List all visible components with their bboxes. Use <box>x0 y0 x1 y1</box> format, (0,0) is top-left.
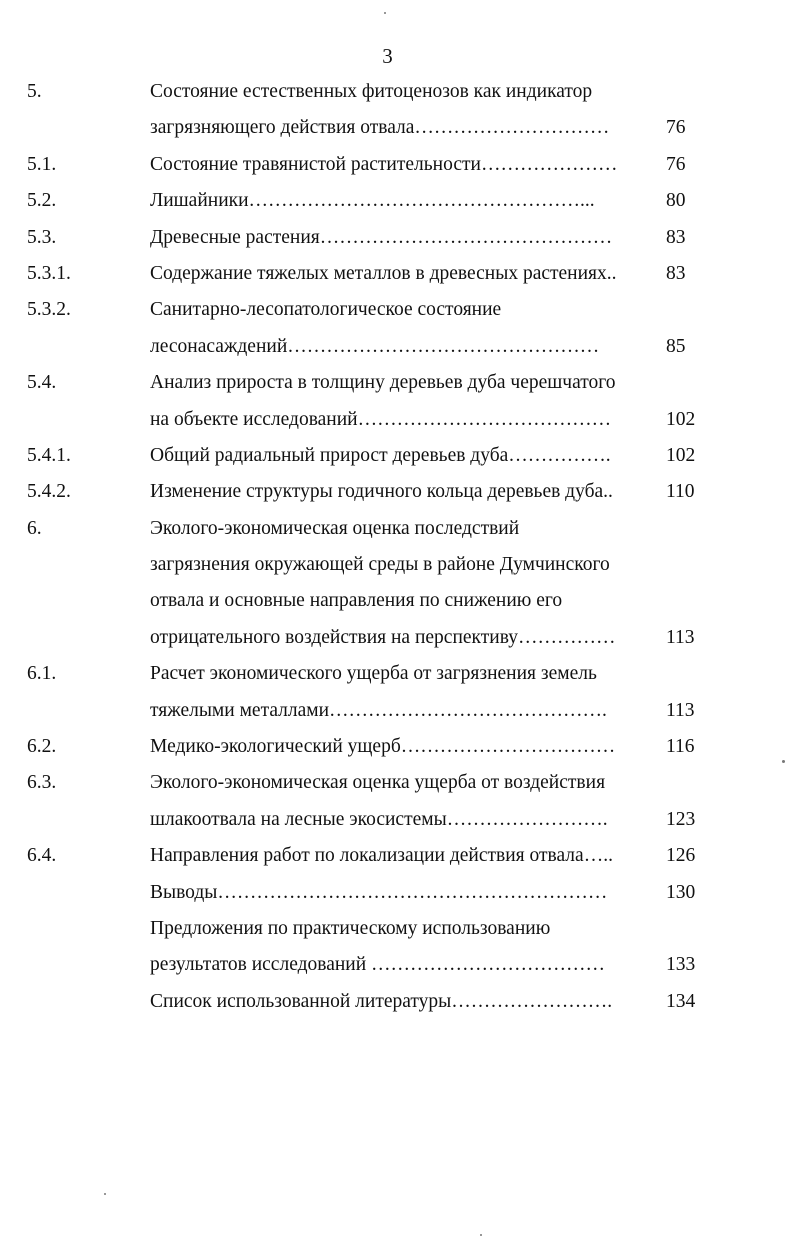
toc-line <box>0 947 793 983</box>
toc-line <box>0 220 793 256</box>
toc-entry[interactable] <box>0 511 793 657</box>
toc-line <box>0 474 793 510</box>
toc-entry[interactable] <box>0 875 793 911</box>
toc-entry-page: 76 <box>666 117 686 139</box>
toc-entry[interactable] <box>0 911 793 984</box>
toc-entry-title: Изменение структуры годичного кольца деревьев дуба.. <box>150 481 613 503</box>
toc-entry-title: на объекте исследований………………………………… <box>150 408 612 430</box>
toc-line <box>0 74 793 110</box>
toc-line <box>0 583 793 619</box>
toc-entry[interactable] <box>0 729 793 765</box>
toc-entry-title: тяжелыми металлами……………………………………. <box>150 699 607 721</box>
toc-entry-title: отрицательного воздействия на перспективу…………… <box>150 626 616 648</box>
scan-speck <box>480 1234 482 1236</box>
toc-line <box>0 729 793 765</box>
toc-entry-title: Список использованной литературы……………………. <box>150 990 613 1012</box>
toc-entry[interactable] <box>0 292 793 365</box>
toc-entry-page: 83 <box>666 262 686 284</box>
toc-entry-number: 6.2. <box>27 736 57 758</box>
toc-line <box>0 620 793 656</box>
toc-entry-title: Эколого-экономическая оценка ущерба от воздействия <box>150 772 606 794</box>
toc-entry-title: лесонасаждений………………………………………… <box>150 335 600 357</box>
toc-entry[interactable] <box>0 74 793 147</box>
toc-entry-page: 126 <box>666 845 696 867</box>
toc-line <box>0 802 793 838</box>
toc-entry-number: 5.4.1. <box>27 444 71 466</box>
toc-entry-title: Расчет экономического ущерба от загрязнения земель <box>150 663 597 685</box>
toc-entry-page: 83 <box>666 226 686 248</box>
toc-entry-number: 5.3.1. <box>27 262 71 284</box>
toc-entry[interactable] <box>0 365 793 438</box>
toc-entry-title: Состояние травянистой растительности………………… <box>150 153 618 175</box>
toc-entry-number: 5.4.2. <box>27 481 71 503</box>
toc-entry-page: 102 <box>666 444 696 466</box>
toc-entry-page: 134 <box>666 990 696 1012</box>
scan-speck <box>782 760 785 763</box>
toc-entry-title: загрязнения окружающей среды в районе Думчинского <box>150 554 610 576</box>
toc-entry-number: 5.1. <box>27 153 57 175</box>
scan-speck <box>384 12 386 14</box>
toc-entry-page: 113 <box>666 699 695 721</box>
toc-entry-page: 116 <box>666 736 695 758</box>
toc-line <box>0 547 793 583</box>
toc-entry-page: 85 <box>666 335 686 357</box>
scan-speck <box>104 1193 106 1195</box>
toc-entry-number: 6.1. <box>27 663 57 685</box>
toc-entry[interactable] <box>0 147 793 183</box>
toc-entry-number: 5.3. <box>27 226 57 248</box>
toc-entry-page: 113 <box>666 626 695 648</box>
toc-entry-title: шлакоотвала на лесные экосистемы……………………. <box>150 808 608 830</box>
toc-entry-number: 6. <box>27 517 42 539</box>
toc-line <box>0 911 793 947</box>
toc-entry-title: Медико-экологический ущерб…………………………… <box>150 736 616 758</box>
toc-entry-title: Эколого-экономическая оценка последствий <box>150 517 520 539</box>
toc-entry-title: Содержание тяжелых металлов в древесных растениях.. <box>150 262 617 284</box>
toc-entry[interactable] <box>0 256 793 292</box>
toc-entry[interactable] <box>0 220 793 256</box>
toc-entry-page: 102 <box>666 408 696 430</box>
toc-entry[interactable] <box>0 474 793 510</box>
toc-line <box>0 984 793 1020</box>
toc-line <box>0 438 793 474</box>
toc-entry-number: 5.3.2. <box>27 299 71 321</box>
toc-entry[interactable] <box>0 656 793 729</box>
toc-line <box>0 838 793 874</box>
toc-entry[interactable] <box>0 984 793 1020</box>
toc-entry-title: Общий радиальный прирост деревьев дуба……………. <box>150 444 611 466</box>
toc-line <box>0 292 793 328</box>
toc-entry-page: 123 <box>666 808 696 830</box>
toc-entry-title: Лишайники……………………………………………... <box>150 190 595 212</box>
toc-entry-title: Анализ прироста в толщину деревьев дуба черешчатого <box>150 372 616 394</box>
toc-entry-title: Древесные растения……………………………………… <box>150 226 613 248</box>
toc-line <box>0 256 793 292</box>
toc-entry[interactable] <box>0 765 793 838</box>
toc-line <box>0 110 793 146</box>
toc-entry-page: 76 <box>666 153 686 175</box>
toc-line <box>0 402 793 438</box>
toc-entry-page: 80 <box>666 190 686 212</box>
toc-line <box>0 693 793 729</box>
toc-entry[interactable] <box>0 183 793 219</box>
toc-line <box>0 875 793 911</box>
toc-line <box>0 329 793 365</box>
table-of-contents <box>0 74 793 1020</box>
toc-entry-title: Выводы…………………………………………………… <box>150 881 608 903</box>
toc-entry[interactable] <box>0 438 793 474</box>
toc-line <box>0 365 793 401</box>
toc-entry-page: 130 <box>666 881 696 903</box>
toc-entry-number: 6.4. <box>27 845 57 867</box>
toc-entry-title: отвала и основные направления по снижению его <box>150 590 563 612</box>
toc-line <box>0 147 793 183</box>
toc-entry-number: 5. <box>27 81 42 102</box>
toc-entry-number: 5.2. <box>27 190 57 212</box>
toc-entry-title: Направления работ по локализации действия отвала….. <box>150 845 613 867</box>
toc-line <box>0 765 793 801</box>
toc-entry-title: результатов исследований ……………………………… <box>150 954 606 976</box>
toc-entry-title: Состояние естественных фитоценозов как индикатор <box>150 81 593 102</box>
toc-entry-title: Предложения по практическому использованию <box>150 917 551 939</box>
toc-entry-number: 5.4. <box>27 372 57 394</box>
toc-entry[interactable] <box>0 838 793 874</box>
toc-entry-page: 110 <box>666 481 695 503</box>
toc-entry-title: загрязняющего действия отвала………………………… <box>150 117 610 139</box>
page-number: 3 <box>382 44 393 68</box>
toc-line <box>0 183 793 219</box>
toc-entry-number: 6.3. <box>27 772 57 794</box>
toc-entry-title: Санитарно-лесопатологическое состояние <box>150 299 502 321</box>
toc-line <box>0 511 793 547</box>
toc-entry-page: 133 <box>666 954 696 976</box>
toc-line <box>0 656 793 692</box>
